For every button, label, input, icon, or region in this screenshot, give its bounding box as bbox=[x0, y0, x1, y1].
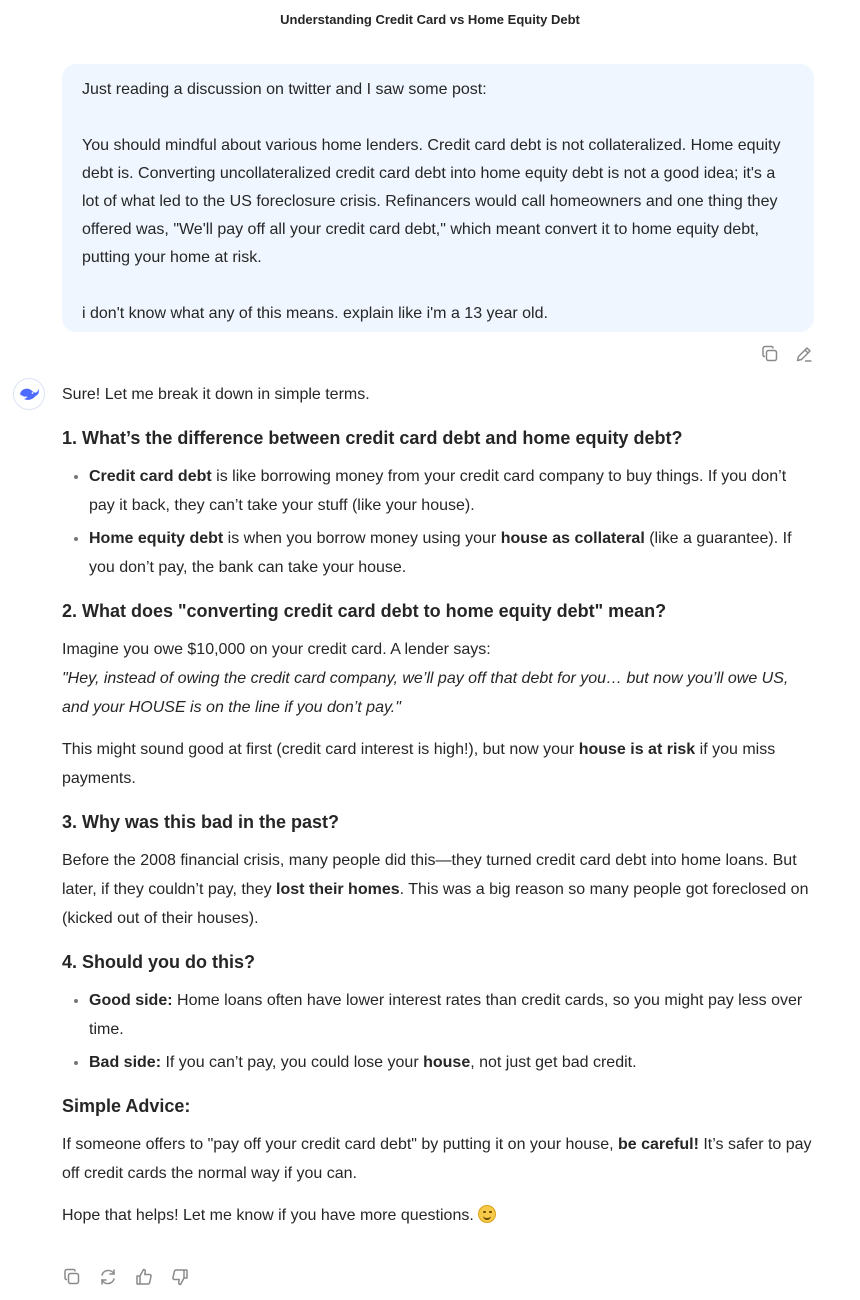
user-message-quote: You should mindful about various home lenders. Credit card debt is not collateralized. Home equity debt is. Converting uncollateralized credit card debt into home equity debt is not a good idea; it's a lot of what led to the US foreclosure crisis. Refinancers would call homeowners and one thing they offered was, "We'll pay off all your credit card debt," which meant convert it to home equity debt, putting your home at risk. bbox=[82, 137, 781, 266]
closing-text: Hope that helps! Let me know if you have more questions. bbox=[62, 1207, 479, 1224]
conversation-title: Understanding Credit Card vs Home Equity Debt bbox=[280, 12, 580, 27]
section-heading-difference: 1. What’s the difference between credit card debt and home equity debt? bbox=[62, 428, 683, 448]
section-heading-past: 3. Why was this bad in the past? bbox=[62, 812, 340, 832]
list-item bbox=[89, 986, 814, 1044]
list-item bbox=[89, 1048, 814, 1077]
thumbs-down-icon[interactable] bbox=[170, 1267, 190, 1287]
pros-cons-list bbox=[62, 986, 814, 1077]
label-good-side: Good side: bbox=[89, 992, 173, 1009]
list-item-text: , not just get bad credit. bbox=[470, 1054, 637, 1071]
term-home-equity-debt: Home equity debt bbox=[89, 530, 224, 547]
section-heading-advice: Simple Advice: bbox=[62, 1096, 191, 1116]
list-item bbox=[89, 524, 814, 582]
smiling-face-emoji bbox=[478, 1205, 496, 1223]
emphasis-text: lost their homes bbox=[276, 881, 400, 898]
emphasis-text: be careful! bbox=[617, 1136, 699, 1153]
closing-paragraph bbox=[62, 1201, 814, 1230]
paragraph bbox=[62, 1130, 814, 1188]
copy-icon[interactable] bbox=[760, 344, 780, 364]
edit-icon[interactable] bbox=[794, 344, 814, 364]
paragraph-text: . This was a big reason so many people got foreclosed on (kicked out of their houses). bbox=[62, 881, 809, 927]
copy-icon[interactable] bbox=[62, 1267, 82, 1287]
assistant-message-actions bbox=[62, 1267, 190, 1287]
term-house-as-collateral: house as collateral bbox=[500, 530, 645, 547]
paragraph-text: This might sound good at first (credit card interest is high!), but now your bbox=[62, 741, 579, 758]
thumbs-up-icon[interactable] bbox=[134, 1267, 154, 1287]
list-item-text: is like borrowing money from your credit card company to buy things. If you don’t pay it back, they can’t take your stuff (like your house). bbox=[89, 468, 787, 514]
paragraph-text: Before the 2008 financial crisis, many people did this—they turned credit card debt into home loans. But later, if they couldn’t pay, they bbox=[62, 852, 797, 898]
paragraph-text: If someone offers to "pay off your credit card debt" by putting it on your house, bbox=[62, 1136, 618, 1153]
label-bad-side: Bad side: bbox=[89, 1054, 162, 1071]
list-item-text: Home loans often have lower interest rates than credit cards, so you might pay less over time. bbox=[89, 992, 803, 1038]
regenerate-icon[interactable] bbox=[98, 1267, 118, 1287]
paragraph-text: if you miss payments. bbox=[62, 741, 776, 787]
paragraph bbox=[62, 846, 814, 933]
paragraph-text: Imagine you owe $10,000 on your credit card. A lender says: bbox=[62, 641, 491, 658]
whale-logo-icon bbox=[13, 378, 45, 410]
user-message-intro: Just reading a discussion on twitter and I saw some post: bbox=[82, 81, 487, 98]
emphasis-text: house bbox=[423, 1054, 471, 1071]
section-heading-converting: 2. What does "converting credit card debt to home equity debt" mean? bbox=[62, 601, 667, 621]
lender-quote: "Hey, instead of owing the credit card company, we’ll pay off that debt for you… but now you’ll owe US, and your HOUSE is on the line if you don’t pay." bbox=[62, 670, 789, 716]
paragraph-text: It’s safer to pay off credit cards the normal way if you can. bbox=[62, 1136, 812, 1182]
term-credit-card-debt: Credit card debt bbox=[89, 468, 212, 485]
emphasis-text: house is at risk bbox=[578, 741, 696, 758]
paragraph bbox=[62, 635, 814, 722]
assistant-intro: Sure! Let me break it down in simple terms. bbox=[62, 386, 370, 403]
user-message-request: i don't know what any of this means. explain like i'm a 13 year old. bbox=[82, 305, 548, 322]
paragraph bbox=[62, 735, 814, 793]
assistant-message bbox=[62, 380, 814, 1243]
list-item-text: If you can’t pay, you could lose your bbox=[161, 1054, 424, 1071]
section-heading-should: 4. Should you do this? bbox=[62, 952, 255, 972]
user-message bbox=[62, 64, 814, 332]
difference-list bbox=[62, 462, 814, 582]
list-item bbox=[89, 462, 814, 520]
user-message-actions bbox=[760, 344, 814, 364]
list-item-text: (like a guarantee). If you don’t pay, the bank can take your house. bbox=[89, 530, 792, 576]
list-item-text: is when you borrow money using your bbox=[223, 530, 501, 547]
